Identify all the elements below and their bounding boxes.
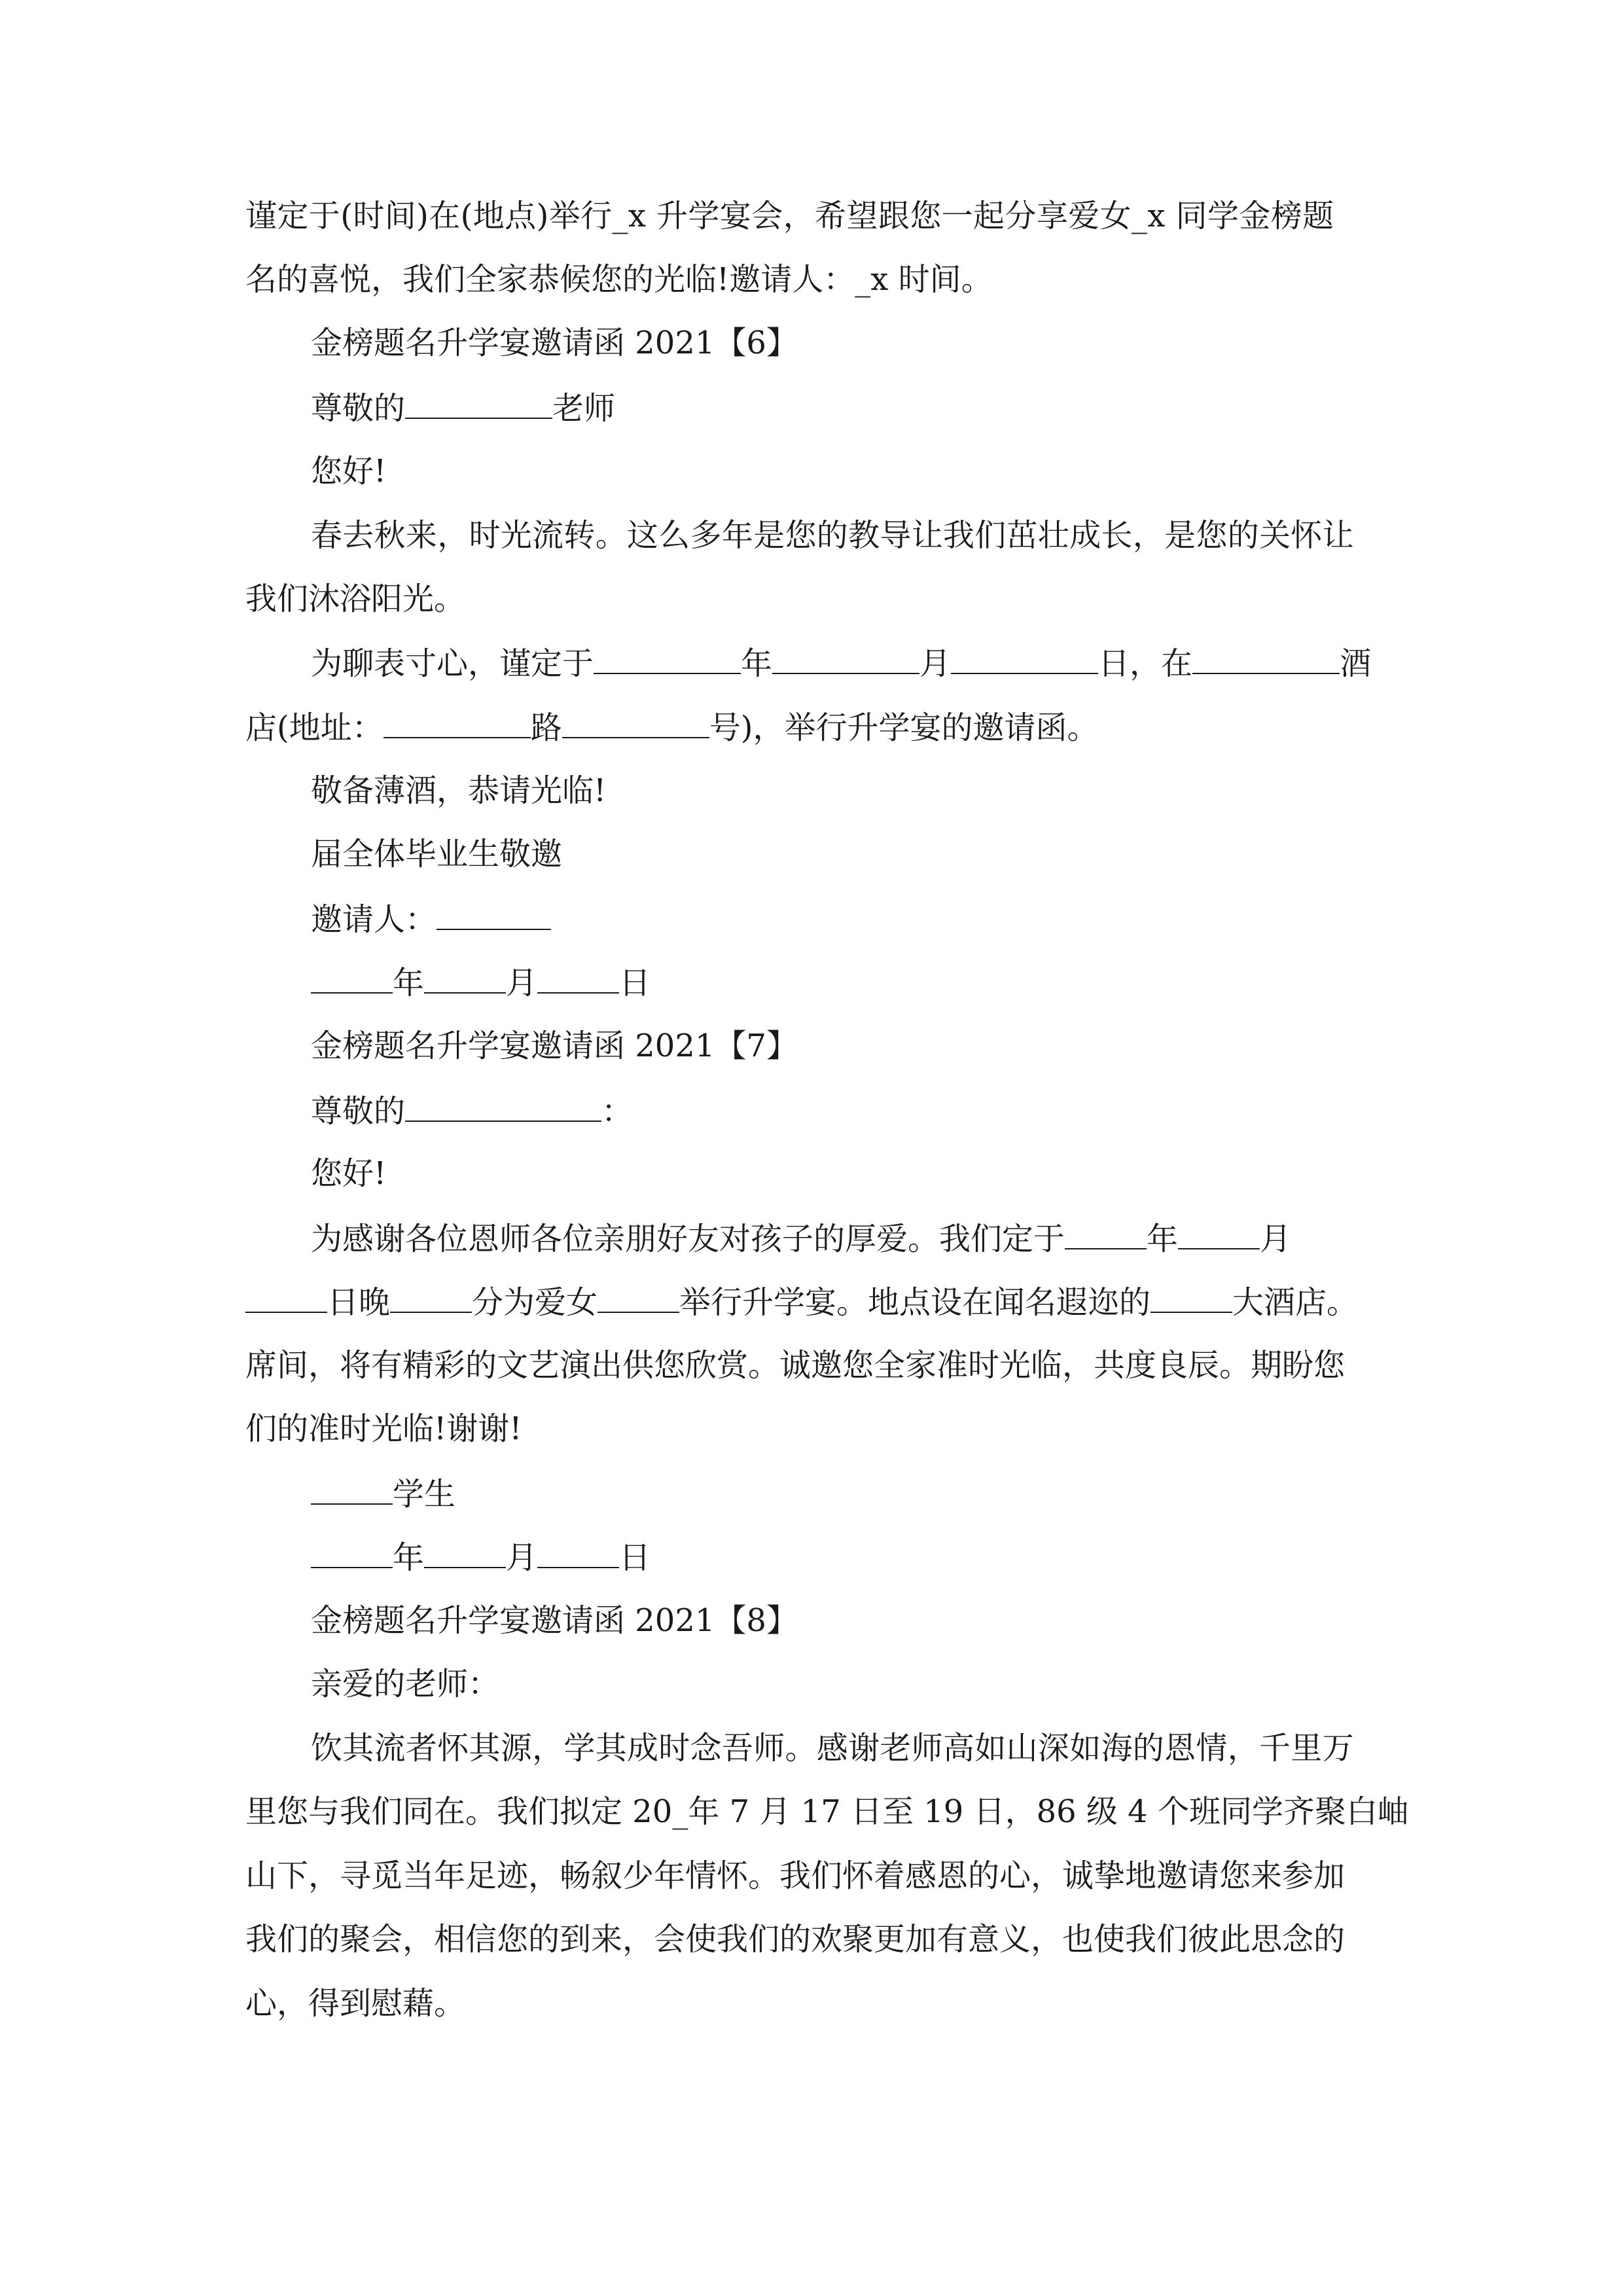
text-line: 心，得到慰藉。 <box>245 1985 466 2022</box>
blank-line <box>1150 1282 1232 1313</box>
blank-line <box>562 707 709 738</box>
text-line: 我们沐浴阳光。 <box>245 581 466 617</box>
section-heading: 金榜题名升学宴邀请函 2021【6】 <box>311 325 798 361</box>
blank-line <box>1178 1218 1260 1249</box>
date-line: 年 月 日 <box>311 962 651 1001</box>
text-line: 春去秋来，时光流转。这么多年是您的教导让我们茁壮成长，是您的关怀让 <box>311 517 1354 554</box>
text-line: 为感谢各位恩师各位亲朋好友对孩子的厚爱。我们定于 年 月 <box>311 1218 1291 1257</box>
inviter-line: 邀请人： <box>311 899 551 938</box>
salutation: 尊敬的 ： <box>311 1090 633 1130</box>
date-line: 年 月 日 <box>311 1537 651 1576</box>
text-line: 店(地址： 路 号)，举行升学宴的邀请函。 <box>245 707 1098 746</box>
text-line: 山下，寻觅当年足迹，畅叙少年情怀。我们怀着感恩的心，诚挚地邀请您来参加 <box>245 1857 1346 1894</box>
blank-line <box>424 962 506 994</box>
text-line: 们的准时光临!谢谢! <box>245 1410 522 1447</box>
blank-line <box>537 962 619 994</box>
blank-line <box>597 1282 679 1313</box>
text-line: 名的喜悦，我们全家恭候您的光临!邀请人：_x 时间。 <box>245 261 993 298</box>
blank-line <box>424 1537 506 1568</box>
blank-line <box>311 1473 393 1505</box>
signature-line: 学生 <box>311 1473 455 1513</box>
section-heading: 金榜题名升学宴邀请函 2021【8】 <box>311 1602 798 1639</box>
greeting: 您好! <box>311 1155 387 1192</box>
text-line: 敬备薄酒，恭请光临! <box>311 772 607 809</box>
blank-line <box>537 1537 619 1568</box>
blank-line <box>951 643 1098 674</box>
section-heading: 金榜题名升学宴邀请函 2021【7】 <box>311 1028 798 1064</box>
blank-line <box>437 899 551 930</box>
blank-line <box>245 1282 327 1313</box>
text-line: 席间，将有精彩的文艺演出供您欣赏。诚邀您全家准时光临，共度良辰。期盼您 <box>245 1347 1346 1384</box>
blank-line <box>772 643 919 674</box>
greeting: 您好! <box>311 453 387 490</box>
blank-line <box>594 643 741 674</box>
blank-line <box>311 1537 393 1568</box>
text-line: 里您与我们同在。我们拟定 20_年 7 月 17 日至 19 日，86 级 4 个班同学齐聚白岫 <box>245 1793 1409 1830</box>
blank-line <box>405 1090 601 1122</box>
text-line: 谨定于(时间)在(地点)举行_x 升学宴会，希望跟您一起分享爱女_x 同学金榜题 <box>245 198 1334 234</box>
blank-line <box>311 962 393 994</box>
blank-line <box>1192 643 1340 674</box>
blank-line <box>405 387 552 419</box>
blank-line <box>383 707 531 738</box>
salutation: 亲爱的老师： <box>311 1666 500 1702</box>
blank-line <box>390 1282 472 1313</box>
text-line: 届全体毕业生敬邀 <box>311 836 563 872</box>
salutation: 尊敬的 老师 <box>311 387 615 427</box>
text-line: 我们的聚会，相信您的到来，会使我们的欢聚更加有意义，也使我们彼此思念的 <box>245 1921 1346 1958</box>
text-line: 日晚 分为爱女 举行升学宴。地点设在闻名遐迩的 大酒店。 <box>245 1282 1358 1321</box>
text-line: 饮其流者怀其源，学其成时念吾师。感谢老师高如山深如海的恩情，千里万 <box>311 1730 1354 1767</box>
blank-line <box>1065 1218 1147 1249</box>
text-line: 为聊表寸心，谨定于 年 月 日，在 酒 <box>311 643 1371 682</box>
